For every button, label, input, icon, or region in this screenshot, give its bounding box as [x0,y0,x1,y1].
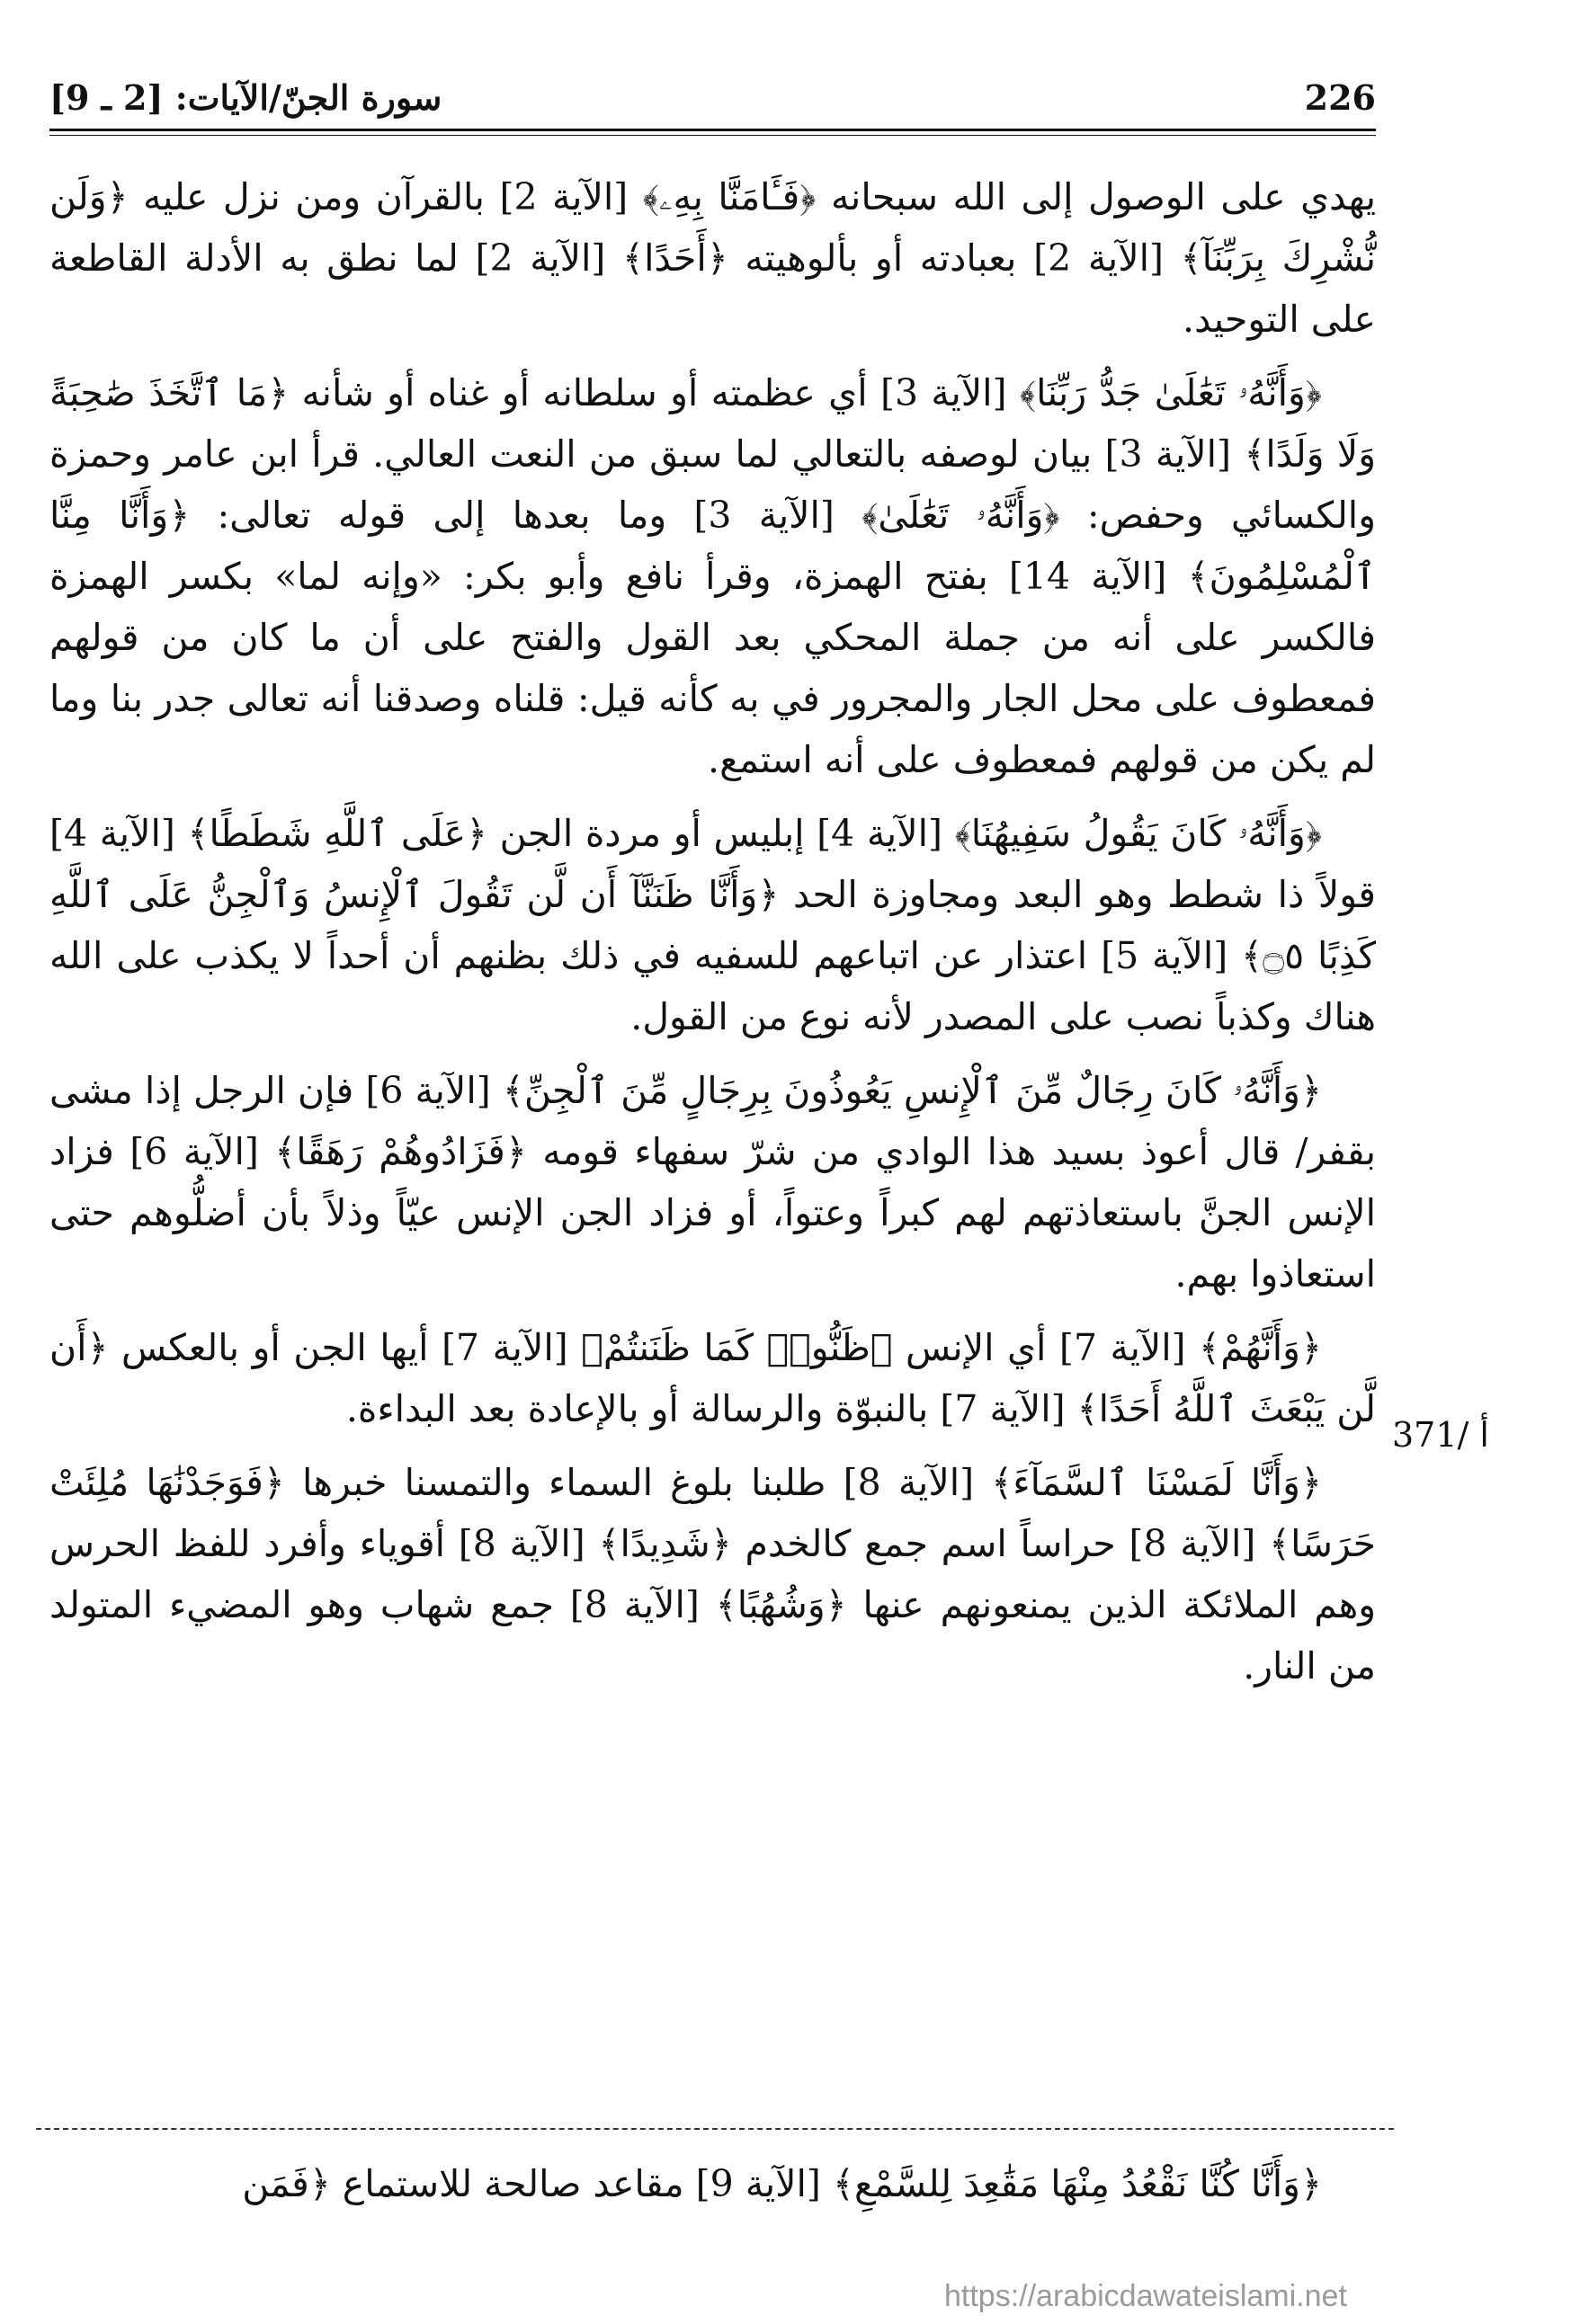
page-header [49,70,1376,124]
paragraph: يهدي على الوصول إلى الله سبحانه ﴿فَـَٔامَنَّا بِهِۦ﴾ [الآية 2] بالقرآن ومن نزل عليه ﴿وَلَن نُّشْرِكَ بِرَبِّنَآ﴾ [الآية 2] بعبادته أو بألوهيته ﴿أَحَدًا﴾ [الآية 2] لما نطق به الأدلة القاطعة على التوحيد. [49,175,1376,341]
header-rule-thick [49,129,1376,131]
footer-divider [36,2128,1394,2130]
page-number: 226 [1304,76,1376,118]
paragraph: ﴿وَأَنَّهُۥ كَانَ رِجَالٌ مِّنَ ٱلْإِنسِ يَعُوذُونَ بِرِجَالٍ مِّنَ ٱلْجِنِّ﴾ [الآية 6] فإن الرجل إذا مشى بقفر/ قال أعوذ بسيد هذا الوادي من شرّ سفهاء قومه ﴿فَزَادُوهُمْ رَهَقًا﴾ [الآية 6] فزاد الإنس الجنَّ باستعاذتهم لهم كبراً وعتواً، أو فزاد الجن الإنس عيّاً وذلاً بأن أضلُّوهم حتى استعاذوا بهم. [49,1069,1376,1296]
paragraph: ﴿وَأَنَّا كُنَّا نَقْعُدُ مِنْهَا مَقَٰعِدَ لِلسَّمْعِ﴾ [الآية 9] مقاعد صالحة للاستماع ﴿فَمَن [242,2162,1322,2205]
paragraph: ﴿وَأَنَّهُۥ تَعَٰلَىٰ جَدُّ رَبِّنَا﴾ [الآية 3] أي عظمته أو سلطانه أو غناه أو شأنه ﴿مَا ٱتَّخَذَ صَٰحِبَةً وَلَا وَلَدًا﴾ [الآية 3] بيان لوصفه بالتعالي لما سبق من النعت العالي. قرأ ابن عامر وحمزة والكسائي وحفص: ﴿وَأَنَّهُۥ تَعَٰلَىٰ﴾ [الآية 3] وما بعدها إلى قوله تعالى: ﴿وَأَنَّا مِنَّا ٱلْمُسْلِمُونَ﴾ [الآية 14] بفتح الهمزة، وقرأ نافع وأبو بكر: «وإنه لما» بكسر الهمزة فالكسر على أنه من جملة المحكي بعد القول والفتح على أن ما كان من قولهم فمعطوف على محل الجار والمجرور في به كأنه قيل: قلناه وصدقنا أنه تعالى جدر بنا وما لم يكن من قولهم فمعطوف على أنه استمع. [49,371,1377,781]
paragraph: ﴿وَأَنَّهُۥ كَانَ يَقُولُ سَفِيهُنَا﴾ [الآية 4] إبليس أو مردة الجن ﴿عَلَى ٱللَّهِ شَطَطًا﴾ [الآية 4] قولاً ذا شطط وهو البعد ومجاوزة الحد ﴿وَأَنَّا ظَنَنَّآ أَن لَّن تَقُولَ ٱلْإِنسُ وَٱلْجِنُّ عَلَى ٱللَّهِ كَذِبًا ۝٥﴾ [الآية 5] اعتذار عن اتباعهم للسفيه في ذلك بظنهم أن أحداً لا يكذب على الله هناك وكذباً نصب على المصدر لأنه نوع من القول. [49,812,1376,1038]
manuscript-folio-note: 371/ أ [1392,1415,1489,1455]
paragraph: ﴿وَأَنَّهُمْ﴾ [الآية 7] أي الإنس ﴿ظَنُّوا۟ كَمَا ظَنَنتُمْ﴾ [الآية 7] أيها الجن أو بالعكس ﴿أَن لَّن يَبْعَثَ ٱللَّهُ أَحَدًا﴾ [الآية 7] بالنبوّة والرسالة أو بالإعادة بعد البداءة. [49,1326,1376,1430]
continuation-paragraph [49,2153,1376,2227]
watermark-url: https://arabicdawateislami.net [944,2279,1347,2313]
paragraph: ﴿وَأَنَّا لَمَسْنَا ٱلسَّمَآءَ﴾ [الآية 8] طلبنا بلوغ السماء والتمسنا خبرها ﴿فَوَجَدْنَٰهَا مُلِئَتْ حَرَسًا﴾ [الآية 8] حراساً اسم جمع كالخدم ﴿شَدِيدًا﴾ [الآية 8] أقوياء وأفرد للفظ الحرس وهم الملائكة الذين يمنعونهم عنها ﴿وَشُهُبًا﴾ [الآية 8] جمع شهاب وهو المضيء المتولد من النار. [49,1461,1376,1687]
surah-range-heading: سورة الجنّ/الآيات: [2 ـ 9] [49,76,442,118]
header-rule-thin [49,135,1376,136]
commentary-body [49,166,1376,1709]
